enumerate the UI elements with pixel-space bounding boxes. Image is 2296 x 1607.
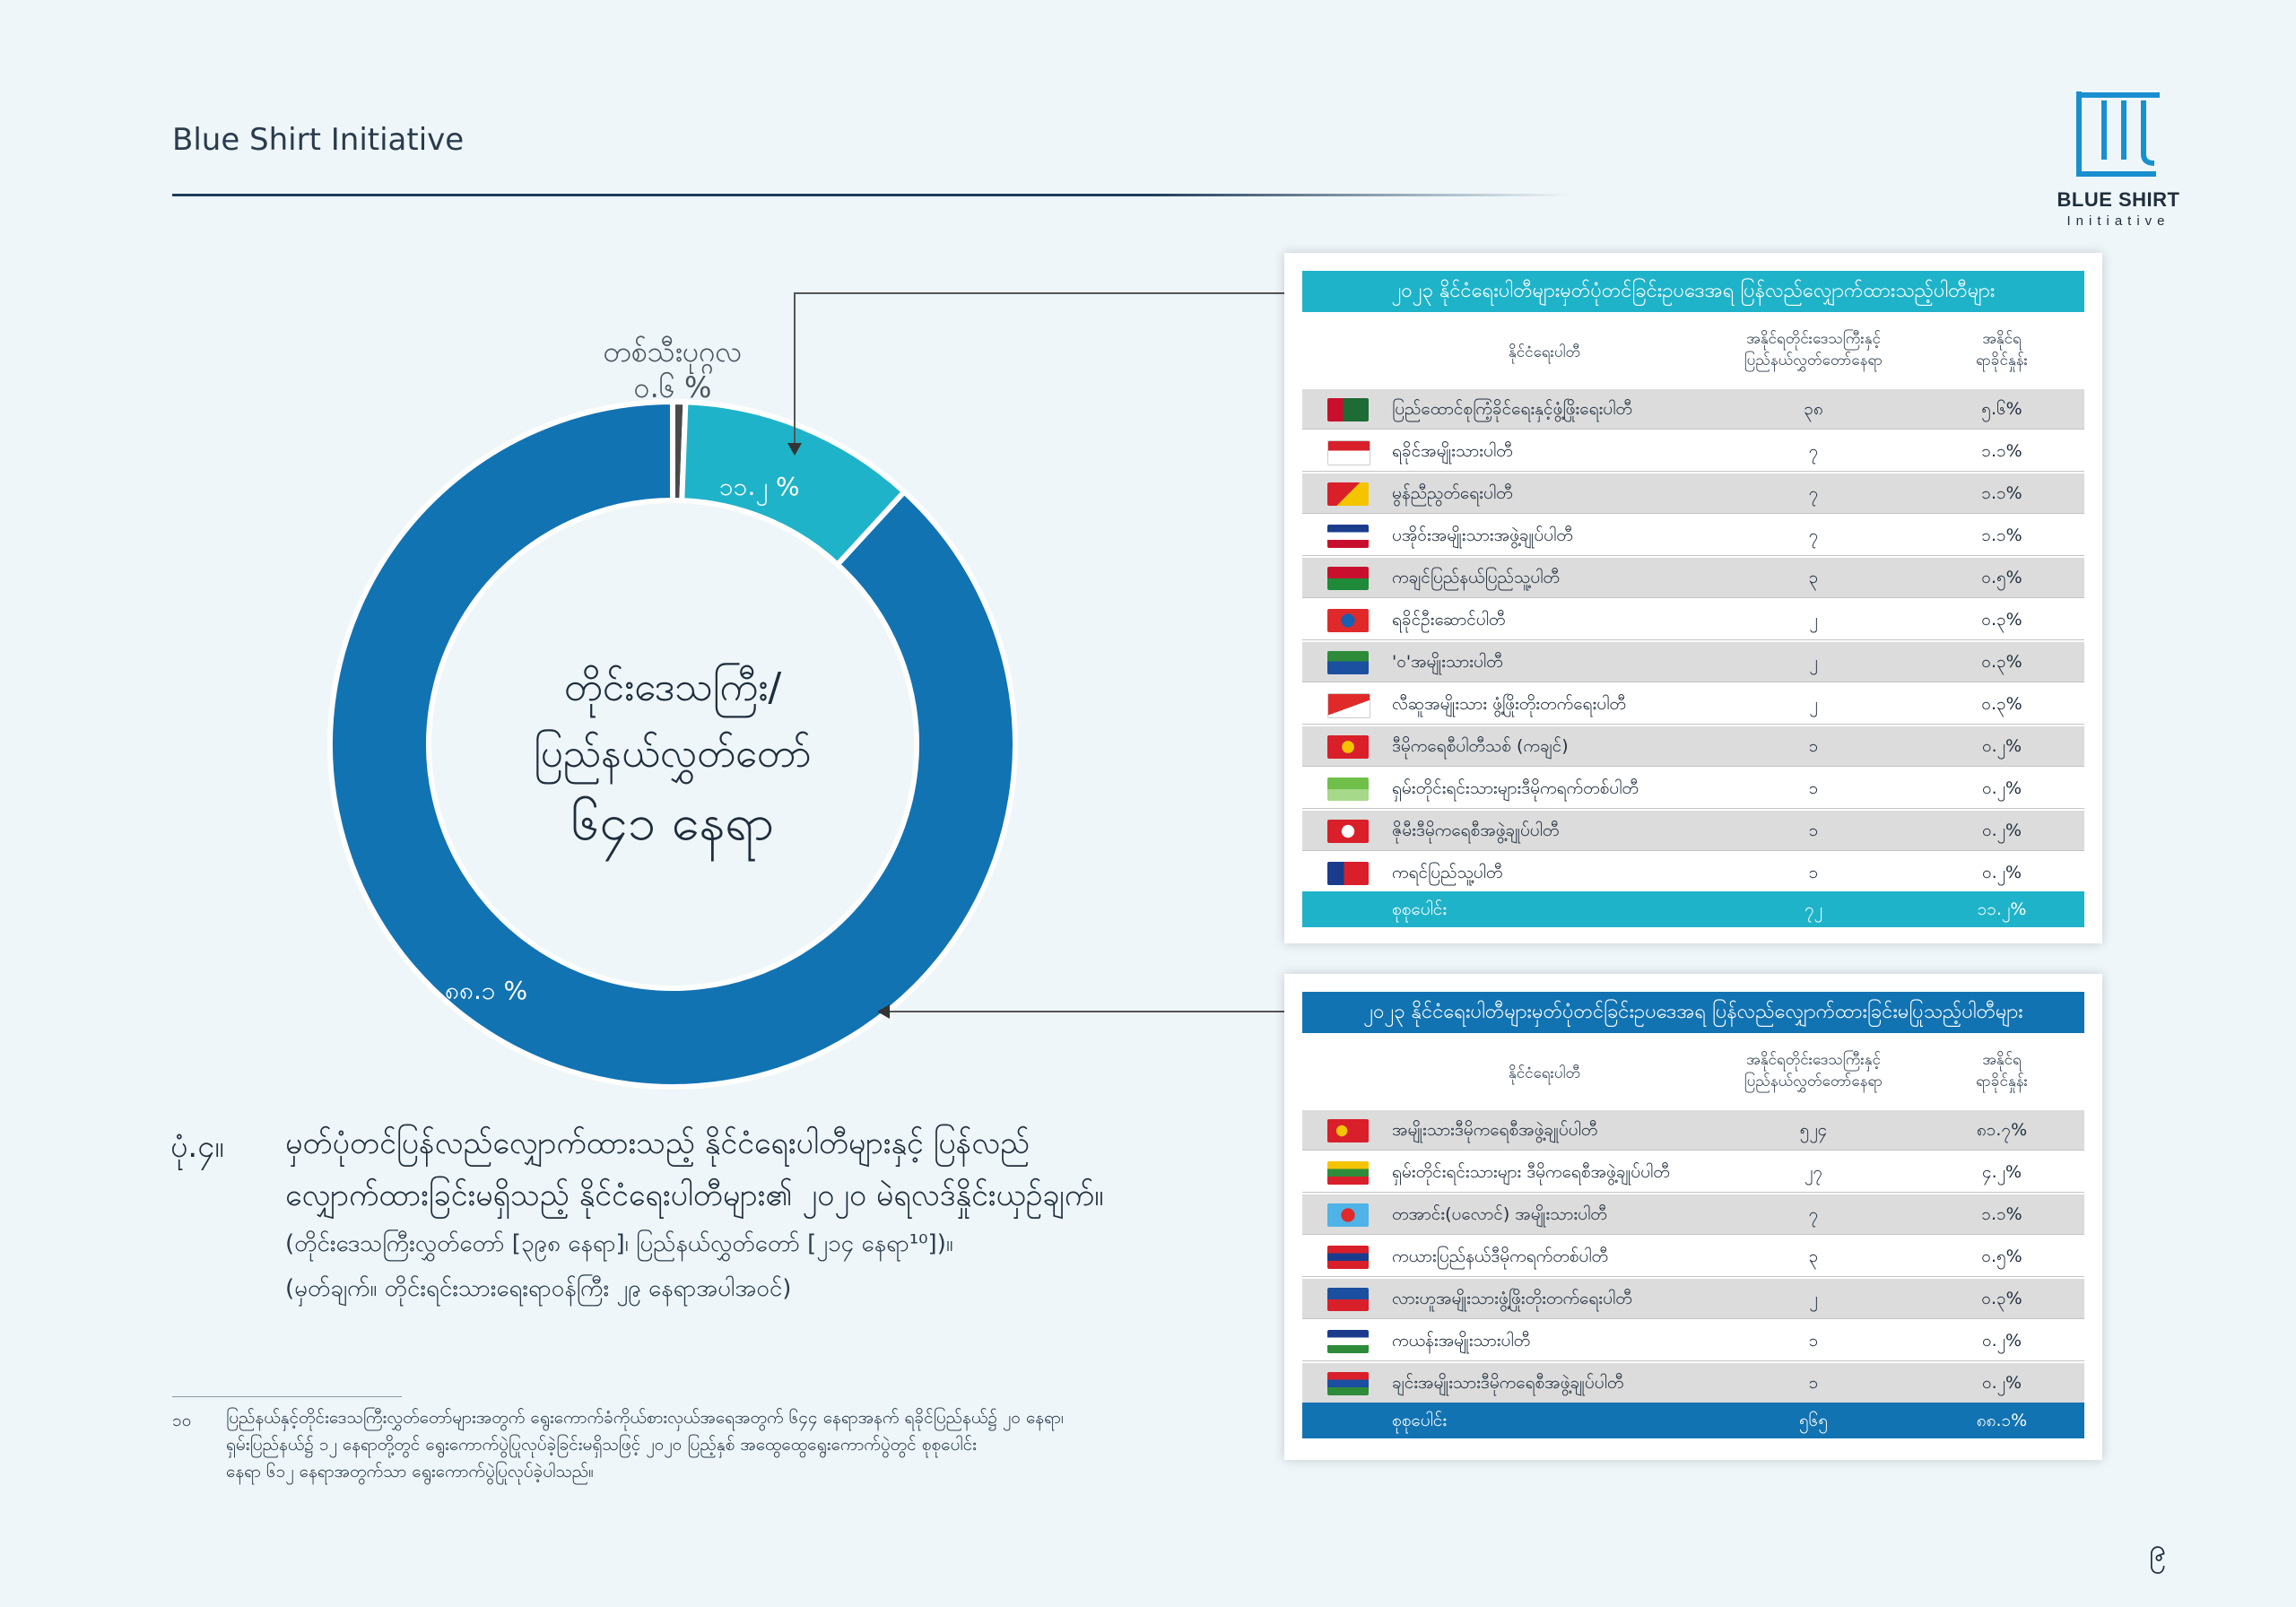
col-pct-line2: ရာခိုင်နှုန်း [1976, 1073, 2028, 1090]
party-name: မွန်ညီညွတ်ရေးပါတီ [1392, 483, 1513, 503]
table-reapplied-parties [1284, 253, 2102, 943]
party-name: ကချင်ပြည်နယ်ပြည်သူ့ပါတီ [1392, 568, 1560, 587]
seat-count: ၁ [1808, 863, 1819, 882]
seat-pct: ၈၁.၇% [1976, 1120, 2028, 1140]
center-line-2: ပြည်နယ်လွှတ်တော် [534, 731, 812, 777]
party-name: ရှမ်းတိုင်းရင်းသားများ ဒီမိုကရေစီအဖွဲ့ချုပ်ပါတီ [1392, 1162, 1670, 1182]
seat-pct: ၀.၂% [1981, 821, 2022, 840]
col-seats-line2: ပြည်နယ်လွှတ်တော်နေရာ [1744, 352, 1883, 369]
seat-pct: ၀.၅% [1981, 1247, 2022, 1266]
col-seats-header [1706, 328, 1921, 371]
party-name: ရခိုင်အမျိုးသားပါတီ [1392, 441, 1513, 461]
table-not-reapplied-parties [1284, 974, 2102, 1460]
party-name: တအာင်း(ပလောင်) အမျိုးသားပါတီ [1392, 1204, 1607, 1224]
seat-count: ၇ [1808, 526, 1819, 545]
center-line-3: ၆၄၁ နေရာ [570, 794, 775, 852]
flag-icon [1327, 1119, 1369, 1142]
seat-pct: ၁.၁% [1981, 441, 2022, 461]
figure-number: ပုံ.၄။ [170, 1129, 224, 1165]
flag-icon [1327, 1161, 1369, 1185]
col-seats-header [1706, 1049, 1921, 1092]
col-seats-line2: ပြည်နယ်လွှတ်တော်နေရာ [1744, 1073, 1883, 1090]
flag-icon [1327, 862, 1369, 885]
table-row [1302, 811, 2084, 851]
seat-count: ၇ [1808, 483, 1819, 503]
footnote-line-2: ရှမ်းပြည်နယ်၌ ၁၂ နေရာတို့တွင် ရွေးကောက်ပွဲပြုလုပ်ခဲ့ခြင်းမရှိသဖြင့် ၂၀၂၀ ပြည့်နှစ် အထွေထွေရွေးကောက်ပွဲတွင် စုစုပေါင်း [226, 1435, 977, 1455]
table-row [1302, 389, 2084, 430]
party-name: ပအိုဝ်းအမျိုးသားအဖွဲ့ချုပ်ပါတီ [1392, 526, 1573, 545]
party-name: ဇိုမီးဒီမိုကရေစီအဖွဲ့ချုပ်ပါတီ [1392, 821, 1560, 840]
slice-label-not-reapplied: ၈၈.၁ % [445, 976, 528, 1005]
seat-pct: ၅.၆% [1981, 399, 2022, 419]
table-row [1302, 1152, 2084, 1193]
party-name: ဒီမိုကရေစီပါတီသစ် (ကချင်) [1392, 736, 1569, 756]
header-title: Blue Shirt Initiative [172, 122, 465, 158]
party-name: ကယန်းအမျိုးသားပါတီ [1392, 1331, 1531, 1351]
total-label: စုစုပေါင်း [1392, 899, 1448, 919]
table-row [1302, 516, 2084, 556]
flag-icon [1327, 777, 1369, 801]
table-row [1302, 600, 2084, 640]
seat-count: ၁ [1808, 1331, 1819, 1351]
panel2-rows [1302, 1110, 2084, 1405]
seat-count: ၂ [1809, 652, 1818, 672]
seat-pct: ၁.၁% [1981, 526, 2022, 545]
seat-pct: ၀.၃% [1981, 1289, 2022, 1308]
panel1-total-row [1302, 891, 2084, 927]
seat-count: ၃ [1808, 1247, 1819, 1266]
figure-caption [285, 1117, 1272, 1311]
col-seats-line1: အနိုင်ရတိုင်းဒေသကြီးနှင့် [1746, 330, 1881, 348]
party-name: ကယားပြည်နယ်ဒီမိုကရက်တစ်ပါတီ [1392, 1247, 1609, 1266]
seat-count: ၂ [1809, 1289, 1818, 1308]
table-row [1302, 642, 2084, 682]
seat-pct: ၀.၃% [1981, 652, 2022, 672]
seat-count: ၁ [1808, 736, 1819, 756]
party-name: ကရင်ပြည်သူ့ပါတီ [1392, 863, 1503, 882]
seat-pct: ၀.၃% [1981, 610, 2022, 630]
panel2-total-row [1302, 1403, 2084, 1438]
flag-icon [1327, 820, 1369, 843]
table-row [1302, 473, 2084, 514]
col-pct-line2: ရာခိုင်နှုန်း [1976, 352, 2028, 369]
table-row [1302, 558, 2084, 598]
col-party-header: နိုင်ငံရေးပါတီ [1508, 1064, 1581, 1082]
seat-count: ၂ [1809, 694, 1818, 714]
header-rule [172, 194, 1571, 196]
flag-icon [1327, 735, 1369, 759]
flag-icon [1327, 1330, 1369, 1353]
logo-mark-icon [2074, 88, 2163, 178]
seat-count: ၁ [1808, 1373, 1819, 1393]
table-row [1302, 853, 2084, 893]
table-row [1302, 431, 2084, 472]
page-number: ၉ [2149, 1533, 2167, 1568]
seat-pct: ၀.၃% [1981, 694, 2022, 714]
party-name: အမျိုးသားဒီမိုကရေစီအဖွဲ့ချုပ်ပါတီ [1392, 1120, 1598, 1140]
seat-pct: ၄.၂% [1981, 1162, 2022, 1182]
flag-icon [1327, 398, 1369, 421]
seat-pct: ၀.၂% [1981, 778, 2022, 798]
flag-icon [1327, 440, 1370, 465]
footnote-line-3: နေရာ ၆၁၂ နေရာအတွက်သာ ရွေးကောက်ပွဲပြုလုပ်ခဲ့ပါသည်။ [226, 1462, 594, 1481]
col-seats-line1: အနိုင်ရတိုင်းဒေသကြီးနှင့် [1746, 1051, 1881, 1069]
flag-icon [1327, 1288, 1369, 1311]
table-row [1302, 684, 2084, 725]
seat-count: ၁ [1808, 821, 1819, 840]
footnote-text [226, 1404, 1248, 1485]
caption-line-3: (တိုင်းဒေသကြီးလွှတ်တော် [၃၉၈ နေရာ]၊ ပြည်နယ်လွှတ်တော် [၂၁၄ နေရာ¹⁰])။ [285, 1230, 953, 1257]
table-row [1302, 1321, 2084, 1361]
seat-pct: ၀.၂% [1981, 1373, 2022, 1393]
total-pct: ၈၈.၁% [1976, 1411, 2028, 1430]
party-name: ပြည်ထောင်စုကြံ့ခိုင်ရေးနှင့်ဖွံ့ဖြိုးရေးပါတီ [1392, 399, 1632, 419]
total-seats: ၅၆၅ [1798, 1411, 1829, 1430]
seat-pct: ၁.၁% [1981, 1204, 2022, 1224]
table-row [1302, 1279, 2084, 1319]
seat-pct: ၀.၂% [1981, 1331, 2022, 1351]
col-pct-header [1939, 1049, 2065, 1092]
seat-pct: ၀.၅% [1981, 568, 2022, 587]
panel2-title: ၂၀၂၃ နိုင်ငံရေးပါတီများမှတ်ပုံတင်ခြင်းဥပဒေအရ ပြန်လည်လျှောက်ထားခြင်းမပြုသည့်ပါတီများ [1302, 992, 2084, 1033]
slice-label-reapplied: ၁၁.၂ % [719, 472, 800, 501]
party-name: ရှမ်းတိုင်းရင်းသားများဒီမိုကရက်တစ်ပါတီ [1392, 778, 1639, 798]
footnote-number: ၁၀ [172, 1411, 192, 1430]
flag-icon [1327, 693, 1370, 718]
flag-icon [1327, 651, 1369, 674]
total-seats: ၇၂ [1804, 899, 1823, 919]
table-row [1302, 1237, 2084, 1277]
party-name: 'ဝ'အမျိုးသားပါတီ [1392, 652, 1503, 672]
table-row [1302, 1110, 2084, 1151]
logo-name: BLUE SHIRT [2057, 188, 2180, 211]
party-name: ရခိုင်ဦးဆောင်ပါတီ [1392, 610, 1506, 630]
table-row [1302, 1194, 2084, 1235]
seat-pct: ၀.၂% [1981, 863, 2022, 882]
caption-line-4: (မှတ်ချက်။ တိုင်းရင်းသားရေးရာဝန်ကြီး ၂၉ နေရာအပါအဝင်) [285, 1275, 792, 1302]
footnote-line-1: ပြည်နယ်နှင့်တိုင်းဒေသကြီးလွှတ်တော်များအတွက် ရွေးကောက်ခံကိုယ်စားလှယ်အရေအတွက် ၆၄၄ နေရာအနက် ရခိုင်ပြည်နယ်၌ ၂၀ နေရာ၊ [226, 1408, 1064, 1428]
caption-line-2: လျှောက်ထားခြင်းမရှိသည့် နိုင်ငံရေးပါတီများ၏ ၂၀၂၀ မဲရလဒ်နှိုင်းယှဉ်ချက်။ [285, 1177, 1104, 1213]
center-line-1: တိုင်းဒေသကြီး/ [563, 665, 782, 710]
seat-count: ၂ [1809, 610, 1818, 630]
seat-count: ၇ [1808, 441, 1819, 461]
seat-count: ၅၂၄ [1799, 1120, 1828, 1140]
col-party-header: နိုင်ငံရေးပါတီ [1508, 343, 1581, 361]
panel1-title: ၂၀၂၃ နိုင်ငံရေးပါတီများမှတ်ပုံတင်ခြင်းဥပဒေအရ ပြန်လည်လျှောက်ထားသည့်ပါတီများ [1302, 271, 2084, 312]
seat-count: ၁ [1808, 778, 1819, 798]
table-row [1302, 1363, 2084, 1403]
independent-value: ၀.၆ % [633, 370, 712, 404]
seat-count: ၃ [1808, 568, 1819, 587]
flag-icon [1327, 482, 1369, 506]
caption-line-1: မှတ်ပုံတင်ပြန်လည်လျှောက်ထားသည့် နိုင်ငံရေးပါတီများနှင့် ပြန်လည် [285, 1125, 1031, 1161]
table-row [1302, 726, 2084, 767]
party-name: ချင်းအမျိုးသားဒီမိုကရေစီအဖွဲ့ချုပ်ပါတီ [1392, 1373, 1624, 1393]
col-pct-line1: အနိုင်ရ [1982, 330, 2022, 348]
flag-icon [1327, 567, 1369, 590]
independent-name: တစ်သီးပုဂ္ဂလ [603, 334, 743, 369]
col-pct-line1: အနိုင်ရ [1982, 1051, 2022, 1069]
panel1-header [1302, 321, 2084, 386]
table-row [1302, 769, 2084, 809]
seat-count: ၂၇ [1804, 1162, 1823, 1182]
party-name: လီဆူအမျိုးသား ဖွံ့ဖြိုးတိုးတက်ရေးပါတီ [1392, 694, 1626, 714]
footnote-rule [172, 1396, 402, 1397]
seat-count: ၇ [1808, 1204, 1819, 1224]
flag-icon [1327, 609, 1369, 632]
flag-icon [1327, 1372, 1369, 1395]
seat-pct: ၀.၂% [1981, 736, 2022, 756]
logo [2038, 83, 2199, 235]
panel1-rows [1302, 389, 2084, 895]
flag-icon [1327, 525, 1369, 548]
total-pct: ၁၁.၂% [1977, 899, 2027, 919]
flag-icon [1327, 1203, 1369, 1227]
total-label: စုစုပေါင်း [1392, 1411, 1448, 1430]
donut-center-text [430, 655, 915, 859]
logo-sub: Initiative [2066, 213, 2170, 229]
seat-count: ၃၈ [1804, 399, 1823, 419]
seat-pct: ၁.၁% [1981, 483, 2022, 503]
slice-label-independent [538, 334, 807, 405]
flag-icon [1327, 1246, 1369, 1269]
col-pct-header [1939, 328, 2065, 371]
panel2-header [1302, 1042, 2084, 1107]
party-name: လားဟူအမျိုးသားဖွံ့ဖြိုးတိုးတက်ရေးပါတီ [1392, 1289, 1632, 1308]
